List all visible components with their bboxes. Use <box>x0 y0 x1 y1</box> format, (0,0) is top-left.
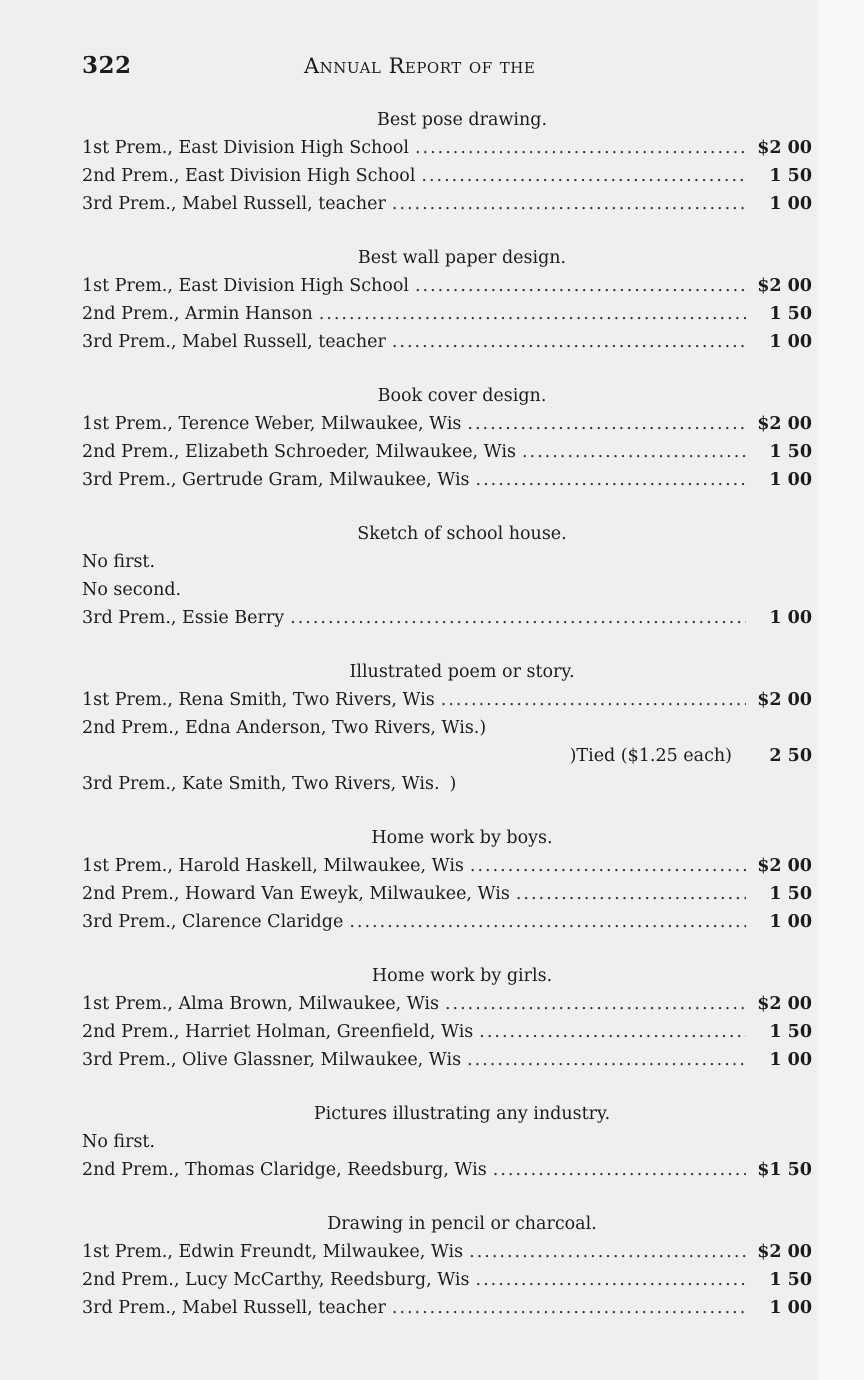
prize-text: 3rd Prem., Mabel Russell, teacher <box>82 1298 386 1318</box>
prize-amount: $2 00 <box>757 690 812 710</box>
section-title: Drawing in pencil or charcoal. <box>327 1214 597 1234</box>
prize-text: 1st Prem., Terence Weber, Milwaukee, Wis <box>82 414 462 434</box>
dot-leader <box>476 1266 747 1294</box>
prize-text: 1st Prem., Alma Brown, Milwaukee, Wis <box>82 994 439 1014</box>
prize-text: 2nd Prem., Thomas Claridge, Reedsburg, Wis <box>82 1160 487 1180</box>
prize-text: 2nd Prem., Edna Anderson, Two Rivers, Wis.) <box>82 718 487 738</box>
dot-leader <box>392 190 746 218</box>
section-book-cover-design <box>82 382 812 494</box>
prize-row <box>82 548 812 576</box>
section-title: Home work by girls. <box>371 966 553 986</box>
section-best-wall-paper-design <box>82 244 812 356</box>
dot-leader <box>516 880 746 908</box>
prize-text: 3rd Prem., Gertrude Gram, Milwaukee, Wis <box>82 470 470 490</box>
prize-amount: 1 00 <box>769 608 812 628</box>
prize-text: 3rd Prem., Mabel Russell, teacher <box>82 332 386 352</box>
prize-text: 2nd Prem., East Division High School <box>82 166 416 186</box>
dot-leader <box>290 604 746 632</box>
prize-row <box>82 770 812 798</box>
prize-text: 1st Prem., Edwin Freundt, Milwaukee, Wis <box>82 1242 464 1262</box>
page-margin-strip <box>818 0 864 1380</box>
prize-amount: 1 00 <box>769 332 812 352</box>
prize-text: 1st Prem., Rena Smith, Two Rivers, Wis <box>82 690 435 710</box>
section-best-pose-drawing <box>82 106 812 218</box>
prize-row <box>82 1238 812 1266</box>
prize-text: 3rd Prem., Clarence Claridge <box>82 912 344 932</box>
dot-leader <box>522 438 746 466</box>
prize-row <box>82 438 812 466</box>
prize-text: 2nd Prem., Armin Hanson <box>82 304 313 324</box>
prize-amount: 1 50 <box>769 166 812 186</box>
prize-text: 2nd Prem., Lucy McCarthy, Reedsburg, Wis <box>82 1270 470 1290</box>
section-title: Illustrated poem or story. <box>349 662 575 682</box>
prize-row <box>82 328 812 356</box>
prize-text: 2nd Prem., Howard Van Eweyk, Milwaukee, Wis <box>82 884 510 904</box>
dot-leader <box>445 990 746 1018</box>
prize-amount: $1 50 <box>757 1160 812 1180</box>
prize-amount: 1 50 <box>769 1022 812 1042</box>
section-title: Pictures illustrating any industry. <box>313 1104 611 1124</box>
prize-text: No first. <box>82 552 156 572</box>
prize-row <box>82 1128 812 1156</box>
prize-row <box>82 300 812 328</box>
section-home-work-by-boys <box>82 824 812 936</box>
section-title: Book cover design. <box>377 386 547 406</box>
prize-row <box>82 880 812 908</box>
prize-amount: 1 50 <box>769 442 812 462</box>
prize-amount: 1 50 <box>769 1270 812 1290</box>
section-title: Sketch of school house. <box>357 524 567 544</box>
prize-row <box>82 162 812 190</box>
prize-text: 3rd Prem., Olive Glassner, Milwaukee, Wis <box>82 1050 462 1070</box>
tie-row <box>82 742 812 770</box>
section-title: Best wall paper design. <box>357 248 567 268</box>
dot-leader <box>467 410 746 438</box>
prize-row <box>82 714 812 742</box>
prize-amount: 1 50 <box>769 884 812 904</box>
dot-leader <box>421 162 746 190</box>
prize-amount: 2 50 <box>769 746 812 766</box>
prize-text: 2nd Prem., Harriet Holman, Greenfield, Wis <box>82 1022 474 1042</box>
prize-text: 3rd Prem., Mabel Russell, teacher <box>82 194 386 214</box>
section-pictures-illustrating-industry <box>82 1100 812 1184</box>
prize-text: 3rd Prem., Kate Smith, Two Rivers, Wis. <box>82 774 440 794</box>
dot-leader <box>469 1238 746 1266</box>
section-illustrated-poem-or-story <box>82 658 812 798</box>
prize-row <box>82 466 812 494</box>
tie-brace: ) <box>449 774 457 794</box>
prize-text: No first. <box>82 1132 156 1152</box>
prize-row <box>82 1046 812 1074</box>
section-title: Best pose drawing. <box>376 110 548 130</box>
prize-amount: $2 00 <box>757 856 812 876</box>
prize-amount: 1 00 <box>769 912 812 932</box>
prize-row <box>82 852 812 880</box>
page-number: 322 <box>82 52 132 79</box>
section-sketch-of-school-house <box>82 520 812 632</box>
dot-leader <box>392 1294 746 1322</box>
prize-amount: 1 00 <box>769 194 812 214</box>
prize-amount: $2 00 <box>757 138 812 158</box>
dot-leader <box>415 134 746 162</box>
section-drawing-in-pencil-or-charcoal <box>82 1210 812 1322</box>
prize-row <box>82 1156 812 1184</box>
prize-row <box>82 1018 812 1046</box>
prize-text: 1st Prem., East Division High School <box>82 276 409 296</box>
prize-amount: 1 00 <box>769 1050 812 1070</box>
prize-text: 2nd Prem., Elizabeth Schroeder, Milwaukee, Wis <box>82 442 516 462</box>
dot-leader <box>319 300 746 328</box>
dot-leader <box>349 908 746 936</box>
dot-leader <box>467 1046 746 1074</box>
section-title: Home work by boys. <box>371 828 553 848</box>
dot-leader <box>476 466 746 494</box>
prize-row <box>82 1294 812 1322</box>
prize-row <box>82 908 812 936</box>
prize-row <box>82 686 812 714</box>
prize-row <box>82 1266 812 1294</box>
prize-amount: $2 00 <box>757 994 812 1014</box>
prize-text: No second. <box>82 580 182 600</box>
prize-text: 1st Prem., East Division High School <box>82 138 409 158</box>
prize-amount: 1 00 <box>769 1298 812 1318</box>
prize-amount: $2 00 <box>757 1242 812 1262</box>
prize-text: 1st Prem., Harold Haskell, Milwaukee, Wis <box>82 856 464 876</box>
prize-amount: $2 00 <box>757 276 812 296</box>
dot-leader <box>392 328 746 356</box>
prize-text: 3rd Prem., Essie Berry <box>82 608 285 628</box>
prize-list <box>82 106 812 1348</box>
prize-row <box>82 272 812 300</box>
prize-amount: 1 50 <box>769 304 812 324</box>
prize-row <box>82 410 812 438</box>
prize-row <box>82 134 812 162</box>
running-head: Annual Report of the <box>304 54 536 78</box>
section-home-work-by-girls <box>82 962 812 1074</box>
dot-leader <box>415 272 746 300</box>
dot-leader <box>441 686 746 714</box>
dot-leader <box>493 1156 746 1184</box>
prize-row <box>82 576 812 604</box>
tie-note: )Tied ($1.25 each) <box>569 746 732 766</box>
page-header <box>82 52 812 86</box>
prize-amount: $2 00 <box>757 414 812 434</box>
prize-row <box>82 190 812 218</box>
prize-row <box>82 990 812 1018</box>
prize-amount: 1 00 <box>769 470 812 490</box>
prize-row <box>82 604 812 632</box>
dot-leader <box>479 1018 746 1046</box>
dot-leader <box>470 852 746 880</box>
